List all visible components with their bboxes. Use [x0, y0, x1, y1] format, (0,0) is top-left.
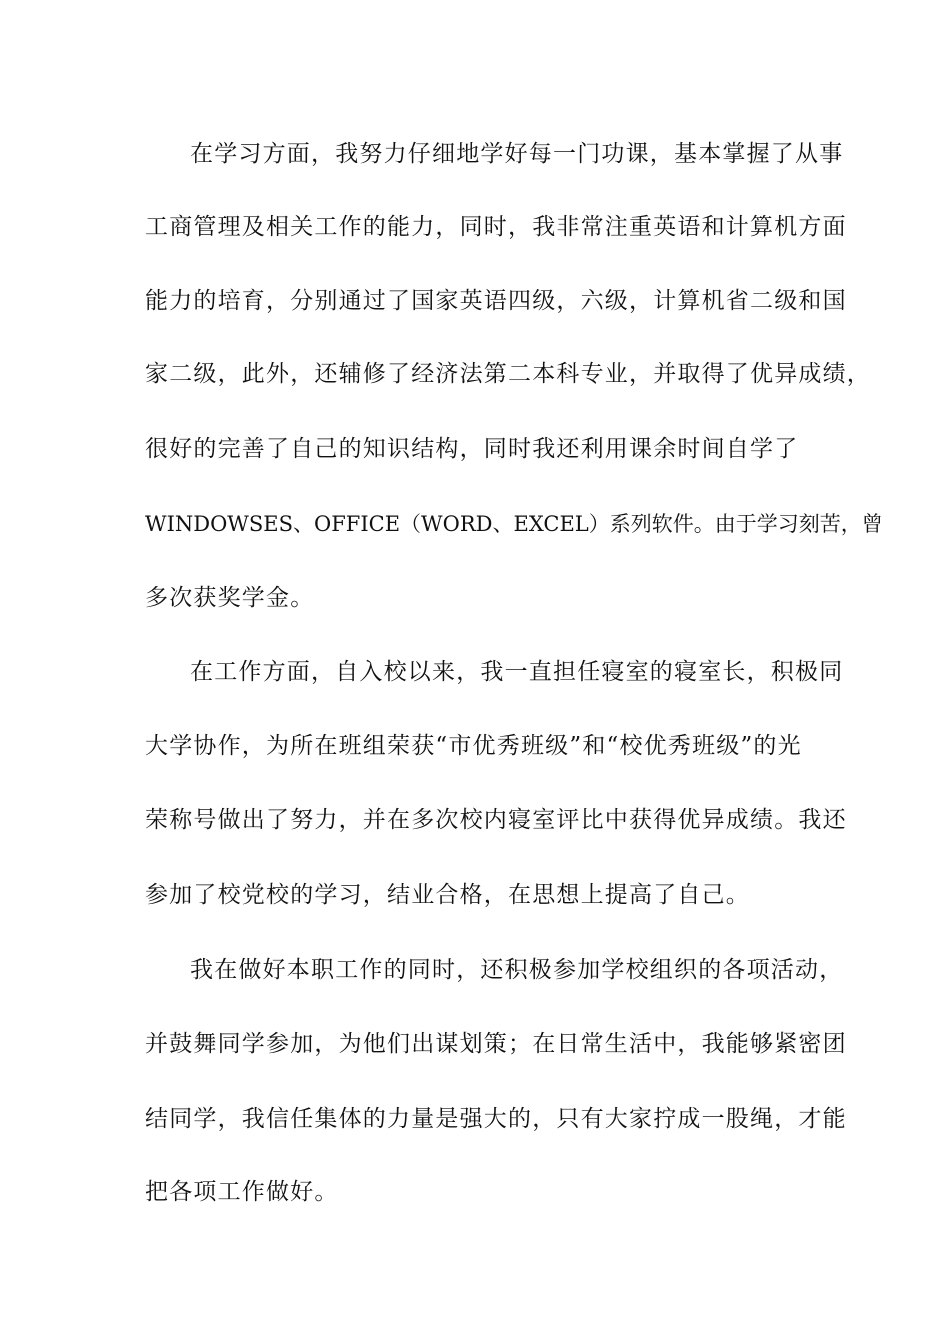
paragraph-1-line-5: 很好的完善了自己的知识结构，同时我还利用课余时间自学了 [145, 436, 799, 462]
paragraph-1-line-6: WINDOWSES、OFFICE（WORD、EXCEL）系列软件。由于学习刻苦，曾 [145, 512, 883, 536]
paragraph-3-line-4: 把各项工作做好。 [145, 1179, 339, 1205]
paragraph-3-line-1: 我在做好本职工作的同时，还积极参加学校组织的各项活动， [190, 957, 844, 983]
paragraph-2-line-4: 参加了校党校的学习，结业合格，在思想上提高了自己。 [145, 882, 750, 908]
paragraph-1-line-2: 工商管理及相关工作的能力，同时，我非常注重英语和计算机方面 [145, 214, 847, 240]
paragraph-3-line-3: 结同学，我信任集体的力量是强大的，只有大家拧成一股绳，才能 [145, 1106, 847, 1132]
paragraph-2-line-1: 在工作方面，自入校以来，我一直担任寝室的寝室长，积极同 [190, 659, 844, 685]
paragraph-2-line-3: 荣称号做出了努力，并在多次校内寝室评比中获得优异成绩。我还 [145, 807, 847, 833]
paragraph-2-line-2: 大学协作，为所在班组荣获“市优秀班级”和“校优秀班级”的光 [145, 733, 802, 759]
paragraph-3-line-2: 并鼓舞同学参加，为他们出谋划策；在日常生活中，我能够紧密团 [145, 1031, 847, 1057]
paragraph-1-line-7: 多次获奖学金。 [145, 585, 315, 611]
paragraph-1-line-1: 在学习方面，我努力仔细地学好每一门功课，基本掌握了从事 [190, 141, 844, 167]
paragraph-1-line-4: 家二级，此外，还辅修了经济法第二本科专业，并取得了优异成绩， [145, 361, 871, 387]
paragraph-1-line-3: 能力的培育，分别通过了国家英语四级，六级，计算机省二级和国 [145, 288, 847, 314]
